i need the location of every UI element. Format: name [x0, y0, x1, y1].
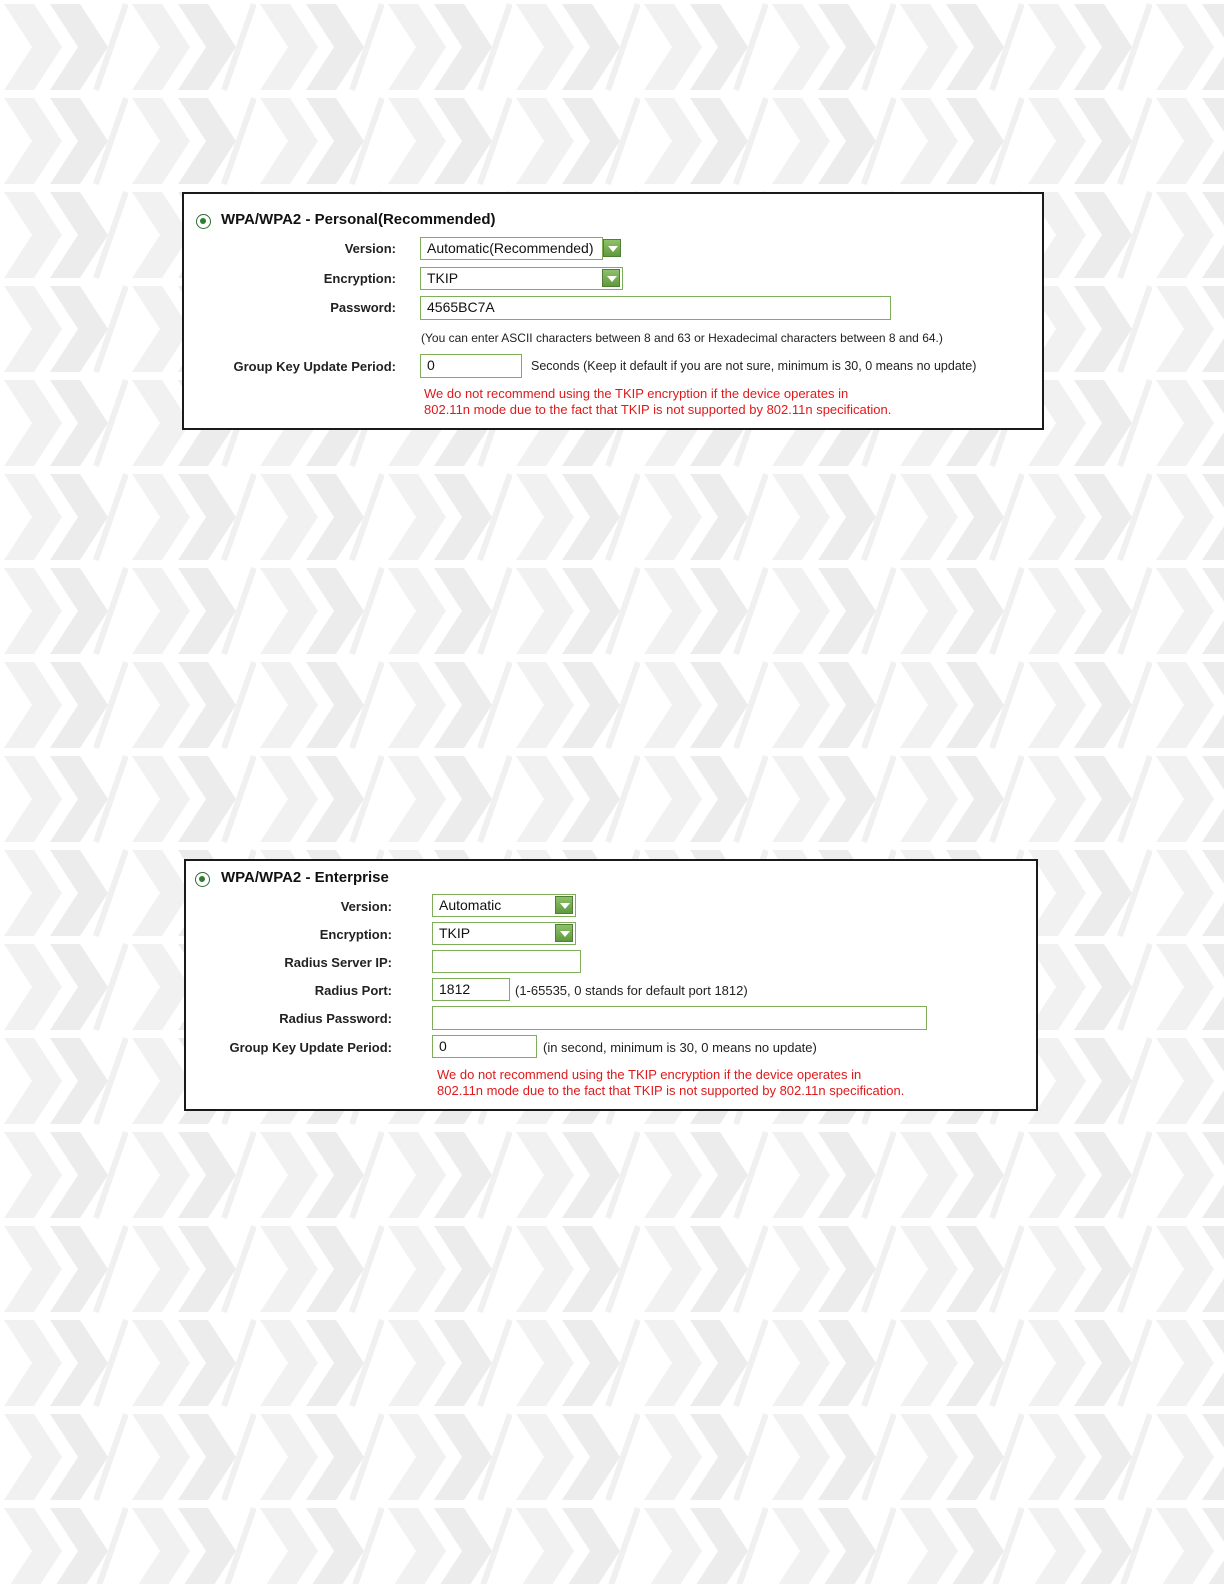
- personal-encryption-label: Encryption:: [323, 271, 396, 286]
- wpa-enterprise-panel: [184, 859, 1038, 1111]
- dropdown-arrow-icon[interactable]: [555, 896, 573, 914]
- personal-password-hint: (You can enter ASCII characters between 8 and 63 or Hexadecimal characters between 8 and 64.): [421, 331, 943, 345]
- wpa-personal-panel: [182, 192, 1044, 430]
- enterprise-title: WPA/WPA2 - Enterprise: [221, 869, 389, 886]
- personal-radio-icon[interactable]: [196, 214, 211, 229]
- enterprise-radius-ip-input[interactable]: [432, 950, 581, 973]
- enterprise-radius-ip-label: Radius Server IP:: [284, 955, 392, 970]
- enterprise-version-value: Automatic: [432, 894, 576, 917]
- personal-group-key-hint: Seconds (Keep it default if you are not sure, minimum is 30, 0 means no update): [531, 359, 977, 373]
- personal-password-label: Password:: [330, 300, 396, 315]
- enterprise-encryption-value: TKIP: [432, 922, 576, 945]
- enterprise-group-key-input[interactable]: 0: [432, 1035, 537, 1058]
- personal-version-value: Automatic(Recommended): [420, 237, 603, 260]
- personal-group-key-input[interactable]: 0: [420, 354, 522, 378]
- enterprise-warning-line1: We do not recommend using the TKIP encryption if the device operates in: [437, 1067, 862, 1082]
- enterprise-radius-password-input[interactable]: [432, 1006, 927, 1030]
- personal-version-select[interactable]: [420, 237, 623, 260]
- enterprise-encryption-select[interactable]: [432, 922, 576, 945]
- dropdown-arrow-icon[interactable]: [603, 239, 621, 257]
- personal-group-key-label: Group Key Update Period:: [233, 359, 396, 374]
- enterprise-radio-icon[interactable]: [195, 872, 210, 887]
- enterprise-group-key-hint: (in second, minimum is 30, 0 means no update): [543, 1040, 817, 1055]
- personal-title: WPA/WPA2 - Personal(Recommended): [221, 211, 496, 228]
- enterprise-radius-port-label: Radius Port:: [314, 983, 392, 998]
- enterprise-version-select[interactable]: [432, 894, 576, 917]
- personal-encryption-value: TKIP: [420, 267, 623, 290]
- personal-warning-line2: 802.11n mode due to the fact that TKIP is not supported by 802.11n specification.: [424, 402, 892, 417]
- personal-warning-line1: We do not recommend using the TKIP encryption if the device operates in: [424, 386, 849, 401]
- personal-password-input[interactable]: 4565BC7A: [420, 296, 891, 320]
- enterprise-radius-port-input[interactable]: 1812: [432, 978, 510, 1001]
- personal-version-label: Version:: [344, 241, 396, 256]
- enterprise-group-key-label: Group Key Update Period:: [229, 1040, 392, 1055]
- dropdown-arrow-icon[interactable]: [555, 924, 573, 942]
- enterprise-radius-port-hint: (1-65535, 0 stands for default port 1812): [515, 983, 748, 998]
- enterprise-warning-line2: 802.11n mode due to the fact that TKIP is not supported by 802.11n specification.: [437, 1083, 905, 1098]
- dropdown-arrow-icon[interactable]: [602, 269, 620, 287]
- enterprise-version-label: Version:: [340, 899, 392, 914]
- enterprise-radius-password-label: Radius Password:: [279, 1011, 392, 1026]
- personal-encryption-select[interactable]: [420, 267, 623, 290]
- enterprise-encryption-label: Encryption:: [319, 927, 392, 942]
